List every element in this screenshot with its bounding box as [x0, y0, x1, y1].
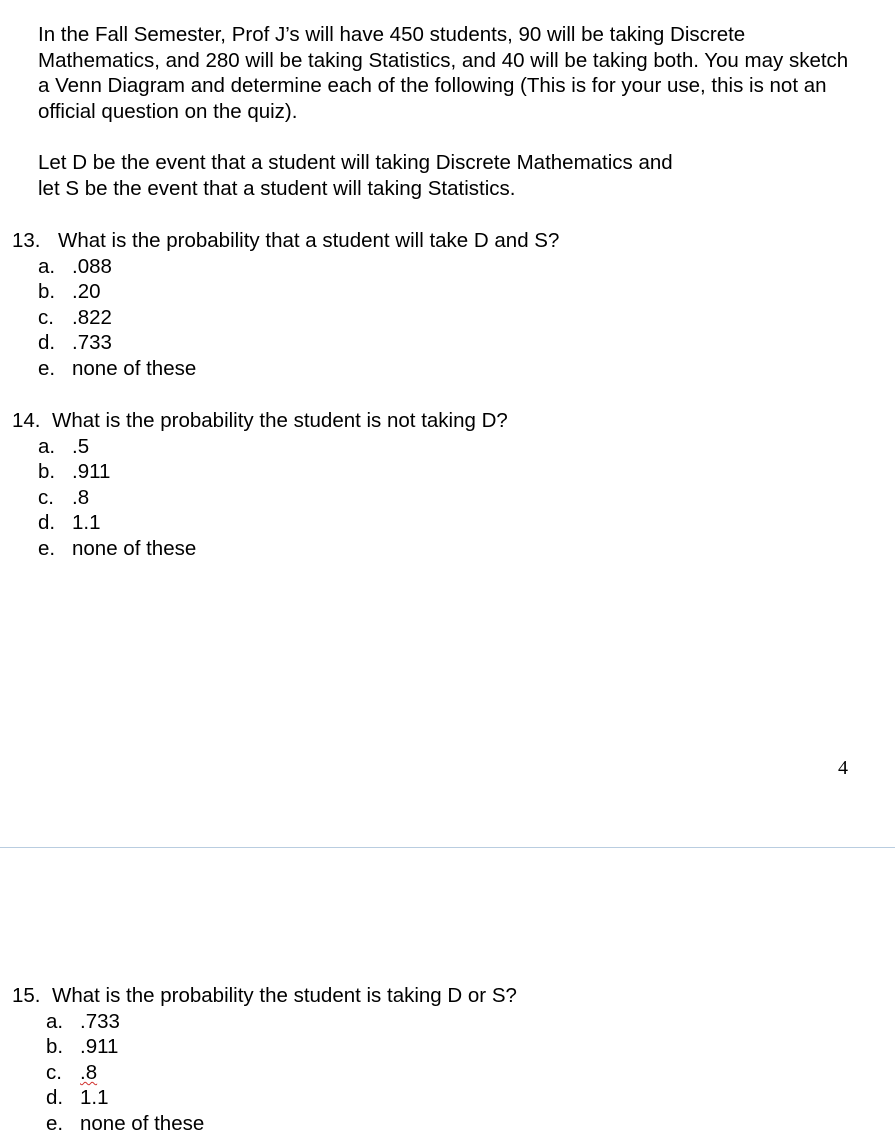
- choice-text: none of these: [80, 1111, 205, 1135]
- choice-letter: e.: [38, 356, 56, 380]
- question-15-prompt: [12, 983, 517, 1009]
- choice-b: [46, 1034, 517, 1060]
- choice-letter: b.: [38, 460, 56, 484]
- choice-d: [46, 1085, 517, 1111]
- choice-letter: d.: [38, 511, 56, 535]
- question-14: [12, 408, 508, 562]
- choice-d: [38, 510, 508, 536]
- choice-letter: a.: [38, 254, 56, 278]
- choice-text: .8: [72, 485, 90, 509]
- choice-letter: b.: [38, 280, 56, 304]
- choice-letter: c.: [38, 305, 54, 329]
- choice-text: 1.1: [72, 511, 101, 535]
- choice-letter: d.: [38, 331, 56, 355]
- choice-letter: a.: [38, 434, 56, 458]
- choice-e: [38, 536, 508, 562]
- choice-text: .733: [80, 1009, 120, 1033]
- question-number: 13.: [12, 229, 41, 252]
- choice-letter: e.: [46, 1111, 64, 1135]
- choice-text: .20: [72, 280, 101, 304]
- choice-letter: c.: [46, 1060, 62, 1084]
- page-number: 4: [838, 757, 848, 779]
- choice-letter: c.: [38, 485, 54, 509]
- answer-choices: [38, 254, 559, 382]
- page-break-divider: [0, 847, 895, 848]
- choice-letter: d.: [46, 1086, 64, 1110]
- choice-b: [38, 279, 559, 305]
- answer-choices: [38, 434, 508, 562]
- question-13-prompt: [12, 228, 559, 254]
- choice-text: .911: [72, 460, 111, 484]
- choice-text: none of these: [72, 536, 197, 560]
- choice-letter: b.: [46, 1035, 64, 1059]
- choice-b: [38, 459, 508, 485]
- answer-choices: [46, 1009, 517, 1137]
- choice-text-spellcheck-flagged: .8: [80, 1060, 98, 1084]
- choice-text: .5: [72, 434, 90, 458]
- question-text: What is the probability that a student will take D and S?: [58, 229, 560, 252]
- choice-e: [38, 356, 559, 382]
- choice-c: [38, 305, 559, 331]
- choice-text: .088: [72, 254, 112, 278]
- question-text: What is the probability the student is taking D or S?: [52, 984, 517, 1007]
- event-definitions: [38, 150, 858, 201]
- choice-text: .911: [80, 1035, 119, 1059]
- choice-text: .822: [72, 305, 112, 329]
- question-15: [12, 983, 517, 1137]
- choice-d: [38, 330, 559, 356]
- choice-text: 1.1: [80, 1086, 109, 1110]
- choice-c: [46, 1060, 517, 1086]
- question-text: What is the probability the student is not taking D?: [52, 409, 508, 432]
- choice-text: none of these: [72, 356, 197, 380]
- choice-a: [38, 254, 559, 280]
- definition-d: Let D be the event that a student will taking Discrete Mathematics and: [38, 150, 673, 174]
- choice-c: [38, 485, 508, 511]
- choice-letter: a.: [46, 1009, 64, 1033]
- question-number: 15.: [12, 984, 41, 1007]
- choice-a: [46, 1009, 517, 1035]
- choice-e: [46, 1111, 517, 1137]
- definition-s: let S be the event that a student will taking Statistics.: [38, 176, 516, 200]
- intro-paragraph: In the Fall Semester, Prof J’s will have 450 students, 90 will be taking Discrete Mathematics, and 280 will be taking Statistics, and 40 will be taking both. You may sketch a Venn Diagram and determine each of the following (This is for your use, this is not an official question on the quiz).: [38, 23, 849, 123]
- choice-a: [38, 434, 508, 460]
- question-14-prompt: [12, 408, 508, 434]
- question-13: [12, 228, 559, 382]
- choice-text: .733: [72, 331, 112, 355]
- choice-letter: e.: [38, 536, 56, 560]
- intro-section: [38, 22, 858, 201]
- question-number: 14.: [12, 409, 41, 432]
